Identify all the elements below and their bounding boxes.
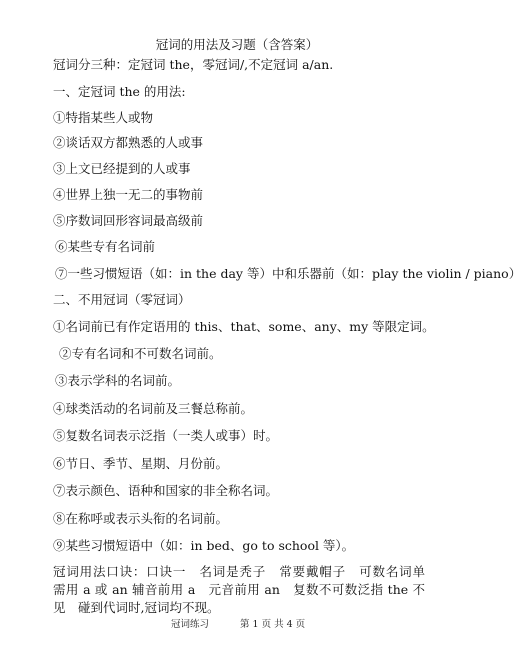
section1-item-4: ④世界上独一无二的事物前	[53, 187, 204, 202]
page-footer	[0, 618, 474, 632]
rhyme-paragraph: 冠词用法口诀：口诀一 名词是秃子 常要戴帽子 可数名词单 需用 a 或 an 辅音前用 a 元音前用 an 复数不可数泛指 the 不见 碰到代词时,冠词均不现。	[53, 564, 438, 615]
section1-item-7: ⑦一些习惯短语（如：in the day 等）中和乐器前（如：play the violin / piano）	[55, 266, 521, 281]
page-title: 冠词的用法及习题（含答案）	[155, 37, 319, 52]
section2-item-5: ⑤复数名词表示泛指（一类人或事）时。	[53, 428, 279, 443]
section1-heading: 一、定冠词 the 的用法:	[53, 84, 186, 99]
section2-item-4: ④球类活动的名词前及三餐总称前。	[53, 401, 254, 416]
section2-item-2: ②专有名词和不可数名词前。	[59, 346, 222, 361]
section2-heading: 二、不用冠词（零冠词）	[53, 292, 191, 307]
section2-item-6: ⑥节日、季节、星期、月份前。	[53, 456, 229, 471]
intro-line: 冠词分三种：定冠词 the，零冠词/,不定冠词 a/an.	[53, 57, 334, 72]
section2-item-9: ⑨某些习惯短语中（如：in bed、go to school 等）。	[53, 538, 355, 553]
section2-item-7: ⑦表示颜色、语种和国家的非全称名词。	[53, 483, 279, 498]
section1-item-2: ②谈话双方都熟悉的人或事	[53, 135, 204, 150]
section1-item-6: ⑥某些专有名词前	[55, 239, 156, 254]
section1-item-3: ③上文已经提到的人或事	[53, 161, 191, 176]
footer-page-number: 第 1 页 共 4 页	[240, 619, 306, 630]
section1-item-5: ⑤序数词回形容词最高级前	[53, 213, 204, 228]
footer-doc-name: 冠词练习	[171, 619, 210, 630]
section2-item-3: ③表示学科的名词前。	[55, 373, 181, 388]
section2-item-8: ⑧在称呼或表示头衔的名词前。	[53, 511, 229, 526]
section2-item-1: ①名词前已有作定语用的 this、that、some、any、my 等限定词。	[53, 319, 435, 334]
section1-item-1: ①特指某些人或物	[53, 110, 154, 125]
